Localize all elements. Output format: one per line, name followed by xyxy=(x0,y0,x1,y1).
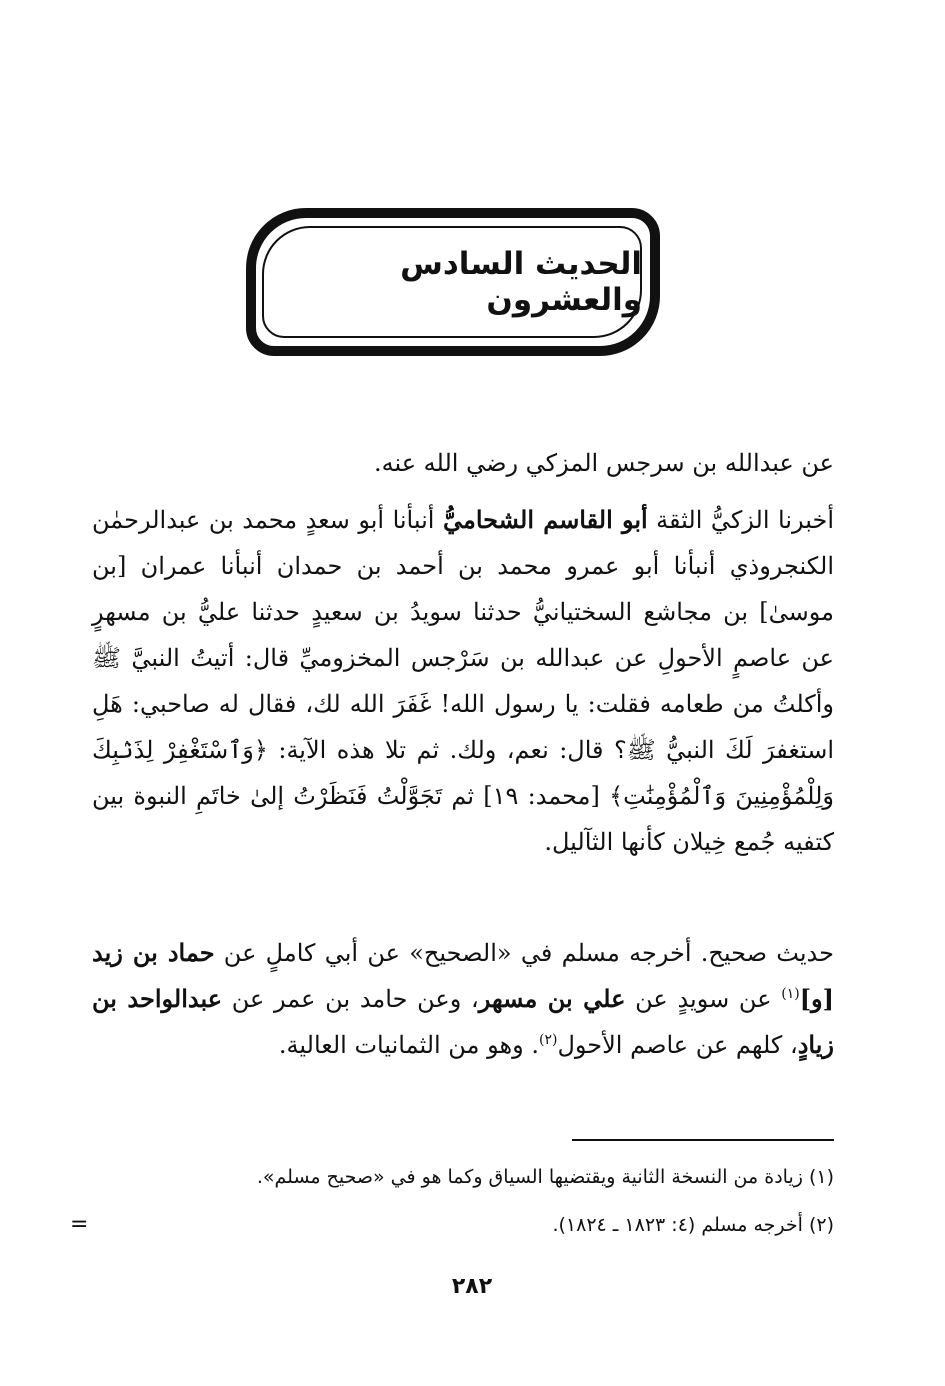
narrator-hammad: حماد بن زيد [و] xyxy=(92,938,835,1013)
footnote-2: (٢) أخرجه مسلم (٤: ١٨٢٣ ـ ١٨٢٤). xyxy=(552,1214,834,1236)
grading-text-4: ، كلهم عن عاصم الأحول xyxy=(557,1031,798,1059)
narrator-ali: علي بن مسهر xyxy=(478,984,626,1013)
hadith-text-1: أخبرنا الزكيُّ الثقة xyxy=(647,506,834,534)
hadith-text-2: أنبأنا أبو سعدٍ محمد بن عبدالرحمٰن الكنجروذي أنبأنا أبو عمرو محمد بن أحمد بن حمدان أنبأنا عمران [بن موسىٰ] بن مجاشع السختيانيُّ حدثنا سويدُ بن سعيدٍ حدثنا عليُّ بن مسهرٍ عن عاصمٍ الأحولِ عن عبدالله بن سَرْجس المخزوميِّ قال: أتيتُ النبيَّ ﷺ وأكلتُ من طعامه فقلت: يا رسول الله! غَفَرَ الله لك، فقال له صاحبي: هَلِ استغفرَ لَكَ النبيُّ ﷺ؟ قال: نعم، ولك. ثم تلا هذه الآية: ﴿وَٱسْتَغْفِرْ لِذَنۢبِكَ وَلِلْمُؤْمِنِينَ وَٱلْمُؤْمِنَٰتِ﴾ [محمد: ١٩] ثم تَجَوَّلْتُ فَنَظَرْتُ إلىٰ خاتَمِ النبوة بين كتفيه جُمع خِيلان كأنها الثآليل. xyxy=(92,506,835,856)
footnote-divider xyxy=(572,1139,834,1141)
grading-text-5: . وهو من الثمانيات العالية. xyxy=(278,1031,539,1059)
grading-text-2: عن سويدٍ عن xyxy=(625,985,782,1013)
hadith-paragraph xyxy=(92,497,834,865)
narrator-name-bold: أبو القاسم الشحاميُّ xyxy=(442,505,648,534)
intro-paragraph: عن عبدالله بن سرجس المزكي رضي الله عنه. xyxy=(373,449,834,477)
footnote-ref-2: (٢) xyxy=(538,1032,558,1048)
narrator-abdulwahid: عبدالواحد بن زيادٍ xyxy=(92,984,834,1059)
chapter-title: الحديث السادس والعشرون xyxy=(400,246,642,318)
continuation-mark: = xyxy=(70,1212,89,1237)
grading-text-3: ، وعن حامد بن عمر عن xyxy=(222,985,479,1013)
grading-text-1: حديث صحيح. أخرجه مسلم في «الصحيح» عن أبي كاملٍ عن xyxy=(214,939,834,967)
grading-paragraph xyxy=(92,930,834,1068)
footnote-1: (١) زيادة من النسخة الثانية ويقتضيها السياق وكما هو في «صحيح مسلم». xyxy=(256,1166,834,1188)
footnote-ref-1: (١) xyxy=(781,986,800,1002)
page-number: ٢٨٢ xyxy=(451,1274,493,1299)
